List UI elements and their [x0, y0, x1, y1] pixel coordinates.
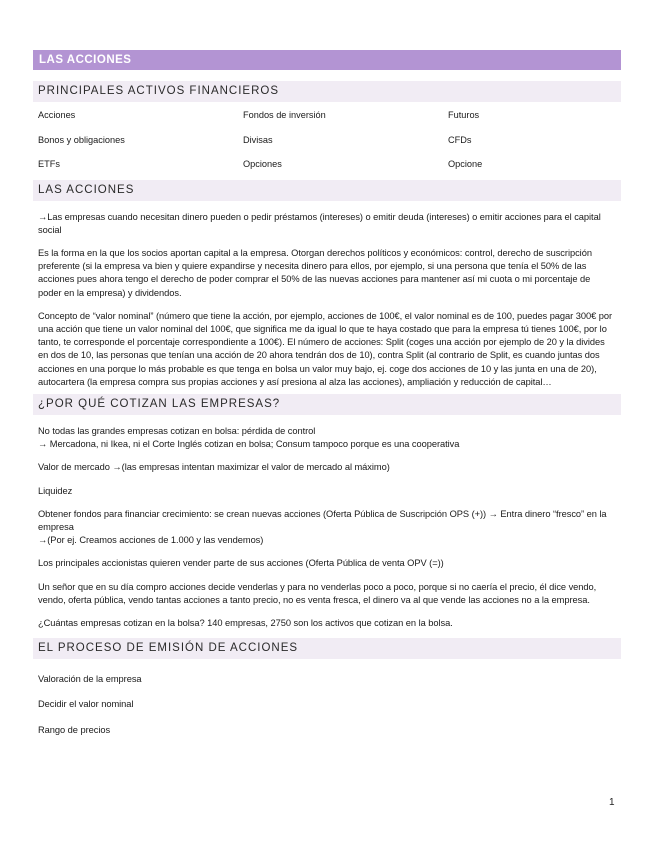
paragraph-line: →(Por ej. Creamos acciones de 1.000 y las vendemos): [38, 535, 264, 546]
paragraph: Es la forma en la que los socios aportan capital a la empresa. Otorgan derechos políticos y económicos: control, derecho de suscripción preferente (si la empresa va bien y quiere expandirse y necesita dinero para ellos, por ejemplo, si una persona que tenía el 50% de las acciones pues ahora tengo el derecho de poder comprar el 50% de las nuevas acciones para mantener así mi cuota o mi porcentaje de poder en la empresa) y dividendos.: [38, 247, 592, 298]
grid-cell: Divisas: [243, 134, 273, 145]
paragraph: →Las empresas cuando necesitan dinero pueden o pedir préstamos (intereses) o emitir deuda (intereses) o emitir acciones para el capital social: [38, 211, 601, 235]
document-title: LAS ACCIONES: [33, 50, 621, 70]
list-item: Decidir el valor nominal: [38, 699, 134, 710]
grid-cell: Fondos de inversión: [243, 110, 326, 120]
section-heading-acciones: LAS ACCIONES: [33, 180, 621, 201]
list-item: Rango de precios: [38, 724, 111, 735]
grid-cell: Acciones: [38, 110, 76, 120]
paragraph: Obtener fondos para financiar crecimiento: se crean nuevas acciones (Oferta Pública de Suscripción OPS (+)) → Entra dinero “fresco” en la empresa: [38, 508, 607, 532]
grid-cell: Futuros: [448, 110, 480, 120]
paragraph: Liquidez: [38, 485, 73, 496]
grid-cell: Opciones: [243, 159, 282, 169]
grid-cell: ETFs: [38, 159, 60, 169]
document-page: [33, 50, 621, 737]
paragraph: ¿Cuántas empresas cotizan en la bolsa? 140 empresas, 2750 son los activos que cotizan en la bolsa.: [38, 617, 453, 628]
grid-cell: Bonos y obligaciones: [38, 134, 125, 145]
paragraph: Valor de mercado →(las empresas intentan maximizar el valor de mercado al máximo): [38, 462, 390, 473]
list-item: Valoración de la empresa: [38, 674, 142, 685]
paragraph-line: No todas las grandes empresas cotizan en bolsa: pérdida de control: [38, 425, 316, 436]
paragraph: Un señor que en su día compro acciones decide venderlas y para no venderlas poco a poco, porque si no caería el precio, él dice vendo, vendo, oferta pública, vendo tantas acciones a tanto precio, no es venta fresca, el dinero va al que vende las acciones no a la empresa.: [38, 581, 597, 605]
paragraph: Los principales accionistas quieren vender parte de sus acciones (Oferta Pública de venta OPV (=)): [38, 558, 444, 569]
paragraph-line: → Mercadona, ni Ikea, ni el Corte Inglés cotizan en bolsa; Consum tampoco porque es una cooperativa: [38, 439, 460, 450]
section-heading-porque: ¿POR QUÉ COTIZAN LAS EMPRESAS?: [33, 394, 621, 415]
page-number: 1: [609, 797, 615, 808]
grid-cell: Opcione: [448, 159, 483, 169]
section-heading-emision: EL PROCESO DE EMISIÓN DE ACCIONES: [33, 638, 621, 659]
grid-cell: CFDs: [448, 134, 472, 145]
section-heading-principales: PRINCIPALES ACTIVOS FINANCIEROS: [33, 81, 621, 102]
activos-grid: [33, 106, 621, 180]
paragraph: Concepto de “valor nominal” (número que tiene la acción, por ejemplo, acciones de 100€, el valor nominal es de 100, puedes pagar 300€ por una acción que tiene un valor nominal del 100€, que significa me da igual lo que te haya costado que para la empresa tú tienes 100€, por lo tanto, te corresponde el porcentaje correspondiente a 100€). El número de acciones: Split (coges una acción por ejemplo de 20 y la divides en dos de 10, las personas que tenían una acción de 20 ahora tendrán dos de 10), contra Split (al contrario de Split, es cuando juntas dos acciones en una porque lo más probable es que tenga en bolsa un valor muy bajo, ej. coge dos acciones de 10 y las junta en una de 20), autocartera (la empresa compra sus propias acciones y así presiona al alza las acciones), ampliación y reducción de capital…: [38, 310, 613, 387]
